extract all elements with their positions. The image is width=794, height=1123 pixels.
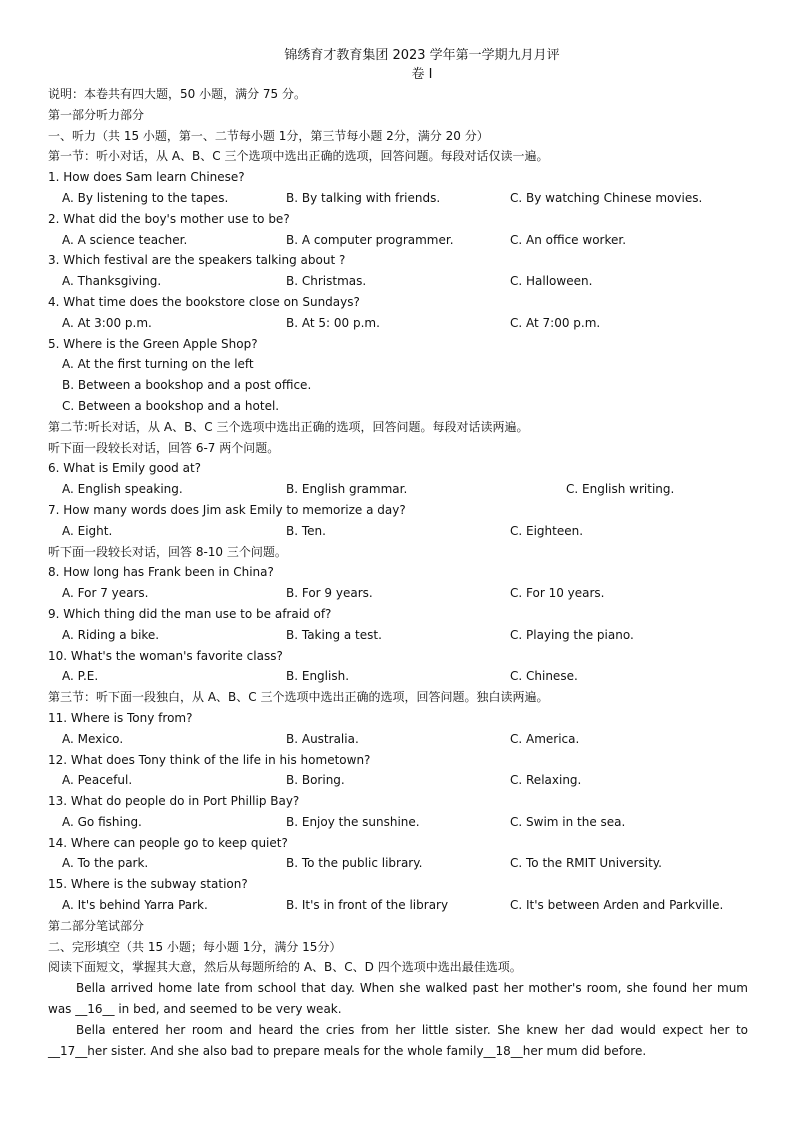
- question-text: 4. What time does the bookstore close on Sundays?: [48, 294, 360, 309]
- dialog-instruction: 听下面一段较长对话，回答 8-10 三个问题。: [48, 544, 287, 559]
- option-b: B. Australia.: [286, 731, 359, 746]
- question-block: [48, 708, 748, 750]
- option-row: [48, 666, 748, 687]
- question-text: 11. Where is Tony from?: [48, 710, 193, 725]
- listening-sub1-instruction: 第一节：听小对话，从 A、B、C 三个选项中选出正确的选项，回答问题。每段对话仅读一遍。: [48, 149, 549, 164]
- cloze-section-heading: 二、完形填空（共 15 小题；每小题 1分，满分 15分）: [48, 939, 342, 954]
- listening-sub2-instruction: 第二节:听长对话，从 A、B、C 三个选项中选出正确的选项，回答问题。每段对话读两遍。: [48, 419, 529, 434]
- exam-note: 说明：本卷共有四大题，50 小题，满分 75 分。: [48, 87, 306, 101]
- option-c: C. English writing.: [566, 482, 675, 497]
- question-text: 10. What's the woman's favorite class?: [48, 648, 283, 663]
- question-text: 3. Which festival are the speakers talking about ?: [48, 253, 346, 268]
- option-c: C. For 10 years.: [510, 586, 605, 601]
- option-a: A. Thanksgiving.: [62, 274, 162, 289]
- option-a: A. Riding a bike.: [62, 627, 160, 642]
- question-block: [48, 604, 748, 646]
- cloze-instruction: 阅读下面短文，掌握其大意，然后从每题所给的 A、B、C、D 四个选项中选出最佳选项。: [48, 960, 522, 975]
- question-block: [48, 646, 748, 688]
- question-block: [48, 500, 748, 542]
- passage-paragraph: Bella arrived home late from school that day. When she walked past her mother's room, she found her mum was __16__ in bed, and seemed to be very weak.: [48, 981, 748, 1017]
- option-row: [48, 853, 748, 874]
- question-text: 12. What does Tony think of the life in his hometown?: [48, 752, 371, 767]
- option-b: B. Boring.: [286, 773, 345, 788]
- option-c: C. By watching Chinese movies.: [510, 190, 703, 205]
- option-c: C. Eighteen.: [510, 523, 584, 538]
- passage-paragraph: Bella entered her room and heard the cries from her little sister. She knew her dad would expect her to __17__her sister. And she also bad to prepare meals for the whole family__18__her mum did before.: [48, 1023, 748, 1059]
- option-a: A. Mexico.: [62, 731, 124, 746]
- option-a: A. P.E.: [62, 669, 99, 684]
- option-a: A. A science teacher.: [62, 232, 188, 247]
- question-text: 5. Where is the Green Apple Shop?: [48, 336, 258, 351]
- option-b: B. English grammar.: [286, 482, 408, 497]
- option-a: A. For 7 years.: [62, 586, 149, 601]
- option-row: [48, 770, 748, 791]
- option-b: B. For 9 years.: [286, 586, 373, 601]
- option-b: B. By talking with friends.: [286, 190, 441, 205]
- question-text: 9. Which thing did the man use to be afraid of?: [48, 606, 332, 621]
- option-row: [48, 583, 748, 604]
- dialog-instruction: 听下面一段较长对话，回答 6-7 两个问题。: [48, 440, 280, 455]
- option-b: B. It's in front of the library: [286, 898, 449, 913]
- option-c: C. It's between Arden and Parkville.: [510, 898, 724, 913]
- question-block: [48, 833, 748, 875]
- listening-sub3-instruction: 第三节：听下面一段独白，从 A、B、C 三个选项中选出正确的选项，回答问题。独白读两遍。: [48, 690, 549, 705]
- option-b: B. English.: [286, 669, 350, 684]
- option-b: B. Taking a test.: [286, 627, 382, 642]
- option-row: [48, 625, 748, 646]
- option-row: [48, 479, 748, 500]
- question-block: [48, 791, 748, 833]
- question-block: [48, 458, 748, 500]
- question-block: [48, 562, 748, 604]
- question-block: [48, 167, 748, 209]
- option-row: [48, 230, 748, 251]
- question-text: 1. How does Sam learn Chinese?: [48, 170, 245, 185]
- question-block: [48, 209, 748, 251]
- option-a: A. Go fishing.: [62, 814, 142, 829]
- option-a: A. At the first turning on the left: [62, 357, 254, 372]
- option-a: A. Eight.: [62, 523, 113, 538]
- option-c: C. At 7:00 p.m.: [510, 315, 601, 330]
- option-row: [48, 895, 748, 916]
- option-c: C. Playing the piano.: [510, 627, 634, 642]
- option-c: C. To the RMIT University.: [510, 856, 662, 871]
- option-b: B. Between a bookshop and a post office.: [62, 378, 312, 393]
- option-row: [48, 271, 748, 292]
- option-a: A. To the park.: [62, 856, 149, 871]
- option-c: C. Relaxing.: [510, 773, 582, 788]
- option-b: B. At 5: 00 p.m.: [286, 315, 380, 330]
- question-text: 14. Where can people go to keep quiet?: [48, 835, 288, 850]
- question-text: 2. What did the boy's mother use to be?: [48, 211, 290, 226]
- option-b: B. A computer programmer.: [286, 232, 454, 247]
- question-text: 8. How long has Frank been in China?: [48, 565, 274, 580]
- option-a: A. It's behind Yarra Park.: [62, 898, 208, 913]
- option-c: C. America.: [510, 731, 580, 746]
- question-text: 7. How many words does Jim ask Emily to memorize a day?: [48, 502, 406, 517]
- exam-page: [48, 46, 748, 1062]
- option-a: A. Peaceful.: [62, 773, 133, 788]
- listening-section-heading: 一、听力（共 15 小题，第一、二节每小题 1分，第三节每小题 2分，满分 20 分）: [48, 128, 489, 143]
- option-row: [48, 812, 748, 833]
- option-a: A. By listening to the tapes.: [62, 190, 229, 205]
- option-row: [48, 521, 748, 542]
- option-b: B. Enjoy the sunshine.: [286, 814, 420, 829]
- question-block: [48, 292, 748, 334]
- question-block: [48, 874, 748, 916]
- option-b: B. Christmas.: [286, 274, 367, 289]
- option-c: C. Halloween.: [510, 274, 593, 289]
- paper-label: 卷 I: [411, 67, 433, 82]
- option-row: [48, 188, 748, 209]
- part1-heading: 第一部分听力部分: [48, 107, 145, 122]
- exam-title: 锦绣育才教育集团 2023 学年第一学期九月月评: [284, 48, 560, 63]
- option-b: B. Ten.: [286, 523, 326, 538]
- option-row: [48, 313, 748, 334]
- question-block: [48, 334, 748, 417]
- option-c: C. Swim in the sea.: [510, 814, 626, 829]
- question-block: [48, 750, 748, 792]
- option-c: C. An office worker.: [510, 232, 627, 247]
- question-text: 15. Where is the subway station?: [48, 877, 248, 892]
- question-text: 13. What do people do in Port Phillip Bay?: [48, 794, 300, 809]
- option-c: C. Between a bookshop and a hotel.: [62, 398, 280, 413]
- question-text: 6. What is Emily good at?: [48, 461, 202, 476]
- option-a: A. English speaking.: [62, 482, 183, 497]
- question-block: [48, 250, 748, 292]
- option-b: B. To the public library.: [286, 856, 423, 871]
- option-row: [48, 729, 748, 750]
- option-c: C. Chinese.: [510, 669, 578, 684]
- part2-heading: 第二部分笔试部分: [48, 918, 145, 933]
- option-a: A. At 3:00 p.m.: [62, 315, 152, 330]
